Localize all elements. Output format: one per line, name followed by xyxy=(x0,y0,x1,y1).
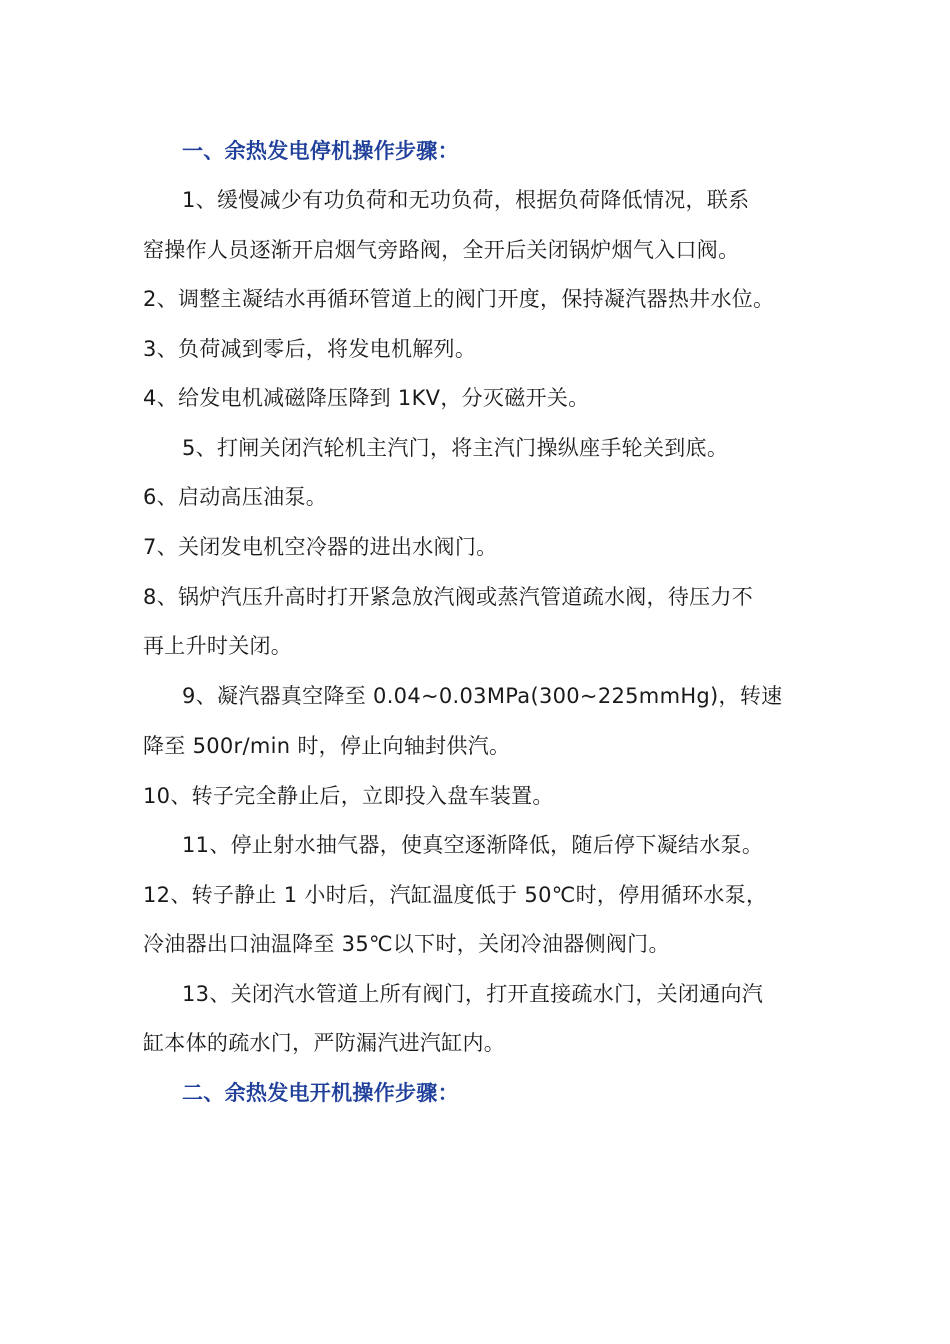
text-line-12: 降至 500r/min 时，停止向轴封供汽。 xyxy=(143,734,511,758)
text-line-6: 5、打闸关闭汽轮机主汽门，将主汽门操纵座手轮关到底。 xyxy=(182,436,729,460)
text-line-14: 11、停止射水抽气器，使真空逐渐降低，随后停下凝结水泵。 xyxy=(182,833,764,857)
text-line-1: 1、缓慢减少有功负荷和无功负荷，根据负荷降低情况，联系 xyxy=(182,188,750,212)
text-line-3: 2、调整主凝结水再循环管道上的阀门开度，保持凝汽器热井水位。 xyxy=(143,287,775,311)
text-line-18: 缸本体的疏水门，严防漏汽进汽缸内。 xyxy=(143,1031,506,1055)
text-line-13: 10、转子完全静止后，立即投入盘车装置。 xyxy=(143,784,554,808)
text-line-11: 9、凝汽器真空降至 0.04~0.03MPa(300~225mmHg)，转速 xyxy=(182,684,783,708)
text-line-15: 12、转子静止 1 小时后，汽缸温度低于 50℃时，停用循环水泵， xyxy=(143,883,768,907)
section-heading-startup: 二、余热发电开机操作步骤： xyxy=(182,1081,459,1105)
text-line-10: 再上升时关闭。 xyxy=(143,634,293,658)
text-line-2: 窑操作人员逐渐开启烟气旁路阀，全开后关闭锅炉烟气入口阀。 xyxy=(143,238,740,262)
text-line-16: 冷油器出口油温降至 35℃以下时，关闭冷油器侧阀门。 xyxy=(143,932,670,956)
section-heading-shutdown: 一、余热发电停机操作步骤： xyxy=(182,139,459,163)
text-line-8: 7、关闭发电机空冷器的进出水阀门。 xyxy=(143,535,498,559)
text-line-17: 13、关闭汽水管道上所有阀门，打开直接疏水门，关闭通向汽 xyxy=(182,982,764,1006)
text-line-5: 4、给发电机减磁降压降到 1KV，分灭磁开关。 xyxy=(143,386,590,410)
text-line-4: 3、负荷减到零后，将发电机解列。 xyxy=(143,337,477,361)
text-line-9: 8、锅炉汽压升高时打开紧急放汽阀或蒸汽管道疏水阀，待压力不 xyxy=(143,585,754,609)
text-line-7: 6、启动高压油泵。 xyxy=(143,485,328,509)
